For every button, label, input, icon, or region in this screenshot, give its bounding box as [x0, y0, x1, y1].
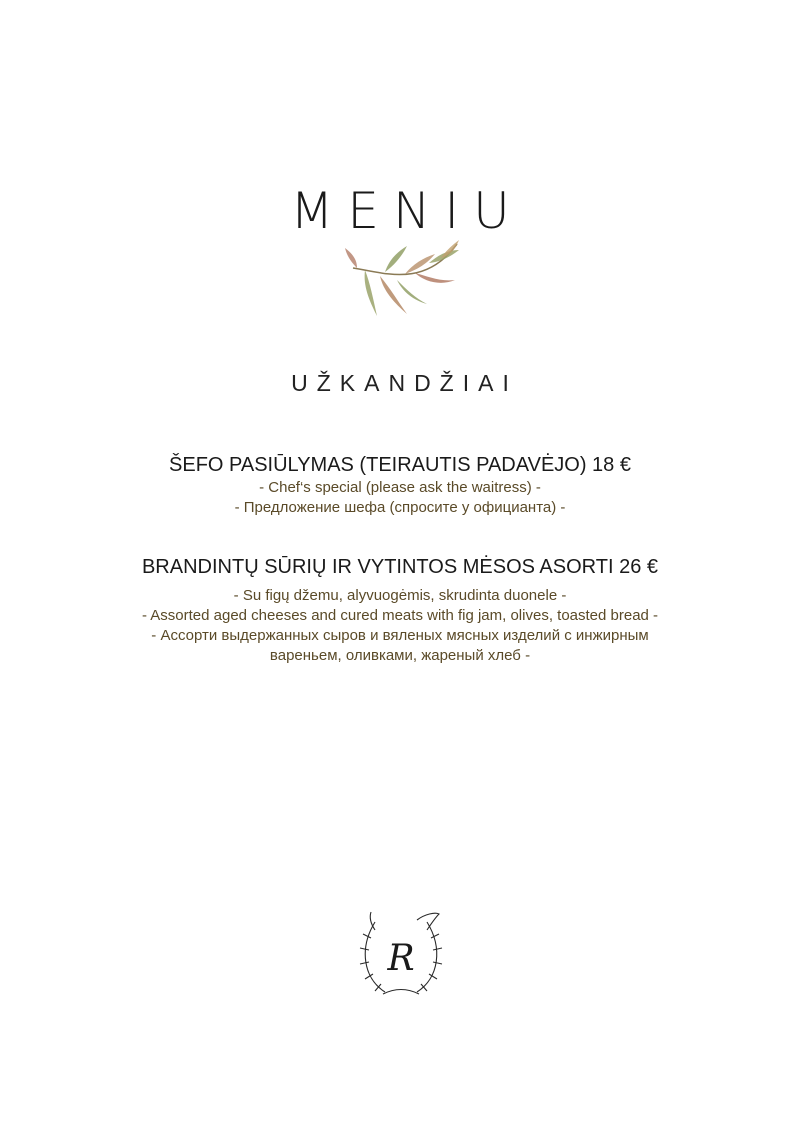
menu-item-desc-en: - Assorted aged cheeses and cured meats with fig jam, olives, toasted bread - [141, 607, 659, 624]
laurel-wreath-icon [355, 908, 447, 1000]
menu-item-desc-ru-cont: вареньем, оливками, жареный хлеб - [269, 647, 531, 664]
menu-title: MENIU [290, 182, 524, 240]
menu-item-title: BRANDINTŲ SŪRIŲ IR VYTINTOS MĖSOS ASORTI 26 € [141, 556, 659, 578]
olive-branch-icon [345, 238, 465, 320]
menu-item-desc-lt: - Su figų džemu, alyvuogėmis, skrudinta duonele - [233, 587, 567, 604]
menu-item [0, 554, 800, 666]
menu-item-desc-ru: - Предложение шефа (спросите у официанта) - [234, 499, 566, 516]
menu-item-desc-en: - Chef‘s special (please ask the waitress) - [259, 479, 541, 496]
menu-item-title: ŠEFO PASIŪLYMAS (TEIRAUTIS PADAVĖJO) 18 € [169, 454, 631, 476]
logo-letter: R [387, 938, 415, 979]
menu-item-desc-ru: - Ассорти выдержанных сыров и вяленых мясных изделий с инжирным [151, 627, 649, 644]
menu-item [0, 452, 800, 518]
section-title: UŽKANDŽIAI [291, 370, 518, 396]
